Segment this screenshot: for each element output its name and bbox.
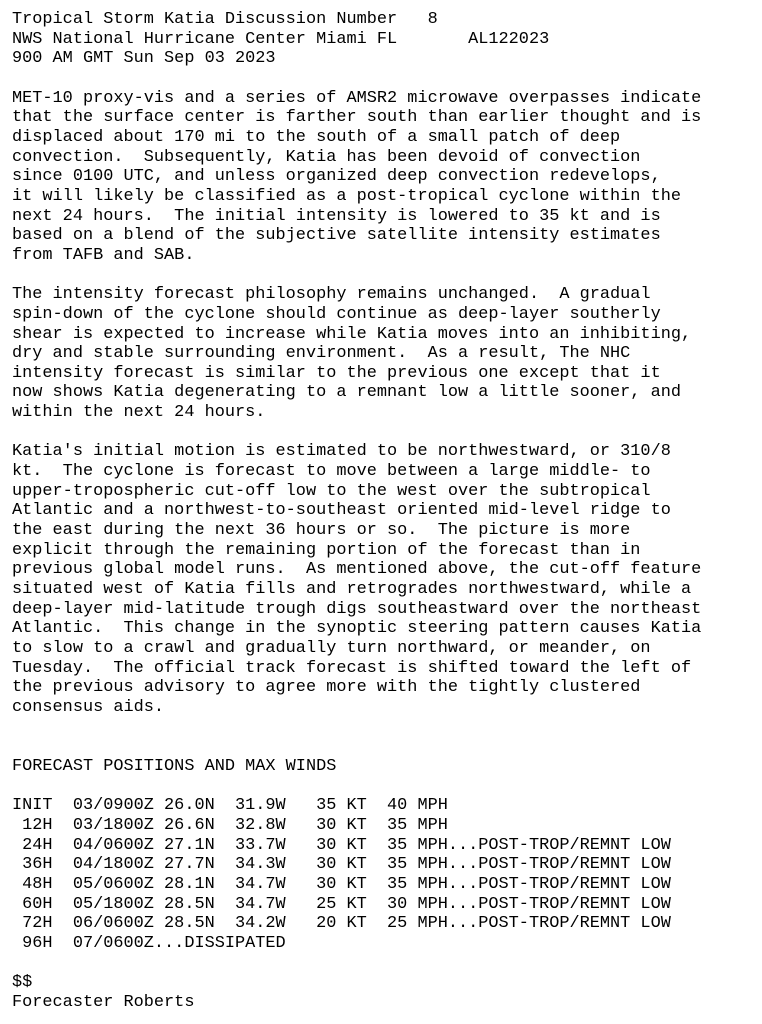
paragraph-line: to slow to a crawl and gradually turn northward, or meander, on [12,639,651,658]
blank-line [12,718,701,738]
header-line: 900 AM GMT Sun Sep 03 2023 [12,49,276,69]
paragraph-line: from TAFB and SAB. [12,245,195,265]
paragraph-line: Tuesday. The official track forecast is shifted toward the left of [12,658,692,678]
forecaster-name: Forecaster Roberts [12,992,195,1012]
paragraph-line: that the surface center is farther south than earlier thought and is [12,108,702,128]
paragraph-line: convection. Subsequently, Katia has been devoid of convection [12,147,641,167]
forecast-row: 96H 07/0600Z...DISSIPATED [12,933,286,953]
paragraph-line: Atlantic and a northwest-to-southeast oriented mid-level ridge to [12,501,671,521]
paragraph-line: dry and stable surrounding environment. As a result, The NHC [12,344,631,364]
forecast-row: 24H 04/0600Z 27.1N 33.7W 30 KT 35 MPH...POST-TROP/REMNT LOW [12,835,671,855]
paragraph-line: it will likely be classified as a post-tropical cyclone within the [12,186,681,206]
forecast-row: 60H 05/1800Z 28.5N 34.7W 25 KT 30 MPH...POST-TROP/REMNT LOW [12,894,671,914]
paragraph-line: Atlantic. This change in the synoptic steering pattern causes Katia [12,619,702,639]
forecast-row: 72H 06/0600Z 28.5N 34.2W 20 KT 25 MPH...POST-TROP/REMNT LOW [12,914,671,934]
blank-line [12,954,701,974]
forecast-row: 12H 03/1800Z 26.6N 32.8W 30 KT 35 MPH [12,815,448,835]
forecast-row: INIT 03/0900Z 26.0N 31.9W 35 KT 40 MPH [12,796,448,816]
paragraph-line: kt. The cyclone is forecast to move between a large middle- to [12,462,651,482]
paragraph-line: within the next 24 hours. [12,403,266,423]
paragraph-line: now shows Katia degenerating to a remnant low a little sooner, and [12,383,681,403]
paragraph-line: shear is expected to increase while Katia moves into an inhibiting, [12,324,692,344]
blank-line [12,266,701,286]
paragraph-line: Katia's initial motion is estimated to be northwestward, or 310/8 [12,442,671,462]
paragraph-line: consensus aids. [12,697,165,717]
blank-line [12,777,701,797]
paragraph-line: next 24 hours. The initial intensity is lowered to 35 kt and is [12,206,661,226]
paragraph-line: the previous advisory to agree more with the tightly clustered [12,678,641,698]
paragraph-line: since 0100 UTC, and unless organized deep convection redevelops, [12,167,661,187]
header-line: Tropical Storm Katia Discussion Number 8 [12,10,438,29]
forecast-row: 36H 04/1800Z 27.7N 34.3W 30 KT 35 MPH...POST-TROP/REMNT LOW [12,855,671,875]
paragraph-line: MET-10 proxy-vis and a series of AMSR2 microwave overpasses indicate [12,88,702,108]
paragraph-line: The intensity forecast philosophy remains unchanged. A gradual [12,285,651,305]
paragraph-line: upper-tropospheric cut-off low to the west over the subtropical [12,481,651,501]
forecast-heading: FORECAST POSITIONS AND MAX WINDS [12,756,337,776]
paragraph-line: previous global model runs. As mentioned above, the cut-off feature [12,560,702,580]
paragraph-line: explicit through the remaining portion of the forecast than in [12,540,641,560]
paragraph-line: displaced about 170 mi to the south of a small patch of deep [12,127,621,147]
blank-line [12,69,701,89]
forecast-row: 48H 05/0600Z 28.1N 34.7W 30 KT 35 MPH...POST-TROP/REMNT LOW [12,874,671,894]
header-line: NWS National Hurricane Center Miami FL AL122023 [12,29,550,49]
blank-line [12,737,701,757]
paragraph-line: the east during the next 36 hours or so. The picture is more [12,521,631,541]
paragraph-line: spin-down of the cyclone should continue as deep-layer southerly [12,304,661,324]
blank-line [12,423,701,443]
paragraph-line: deep-layer mid-latitude trough digs southeastward over the northeast [12,599,702,619]
discussion-document [12,10,701,1012]
paragraph-line: intensity forecast is similar to the previous one except that it [12,363,661,383]
paragraph-line: situated west of Katia fills and retrogrades northwestward, while a [12,580,692,600]
paragraph-line: based on a blend of the subjective satellite intensity estimates [12,226,661,246]
end-marker: $$ [12,973,33,993]
